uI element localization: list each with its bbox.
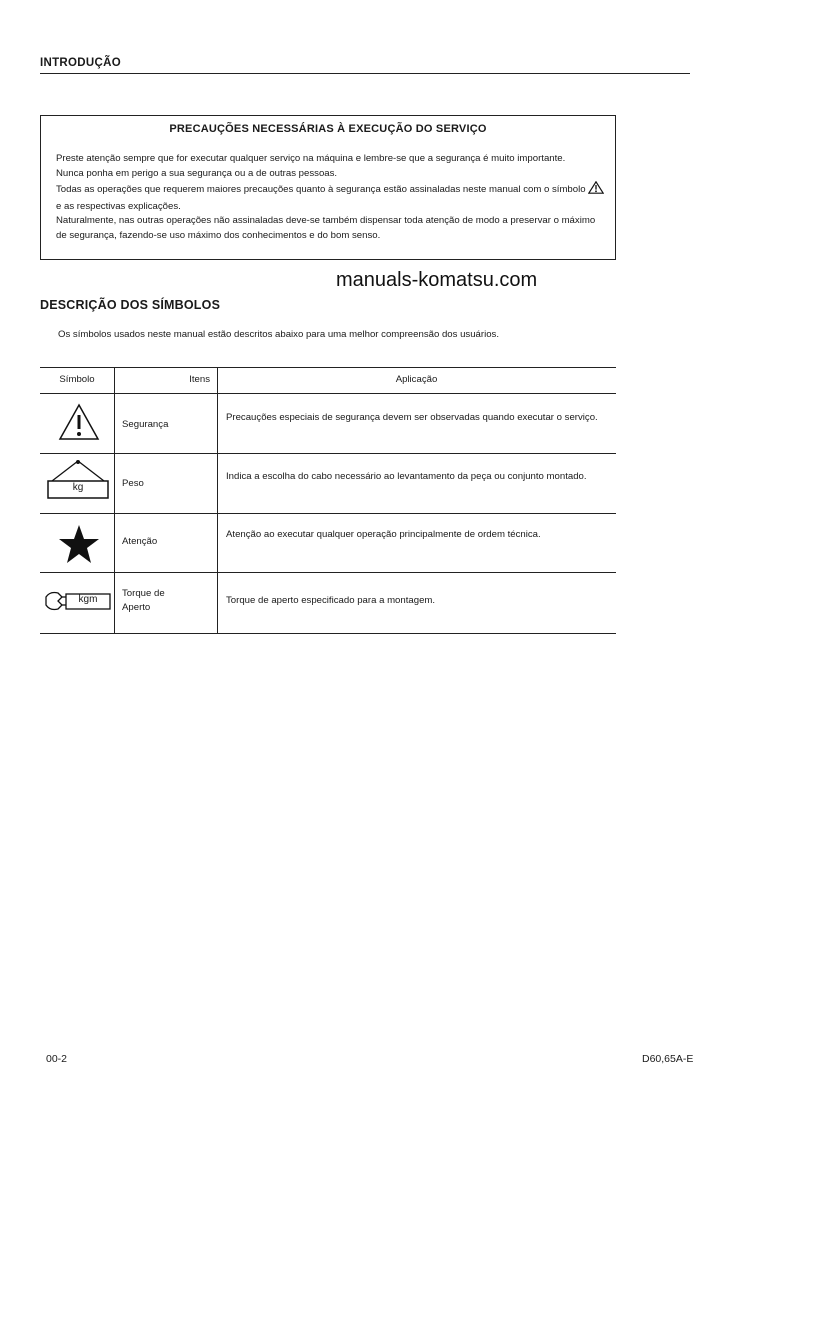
header-rule (40, 73, 690, 74)
warning-box-right-border (615, 115, 616, 260)
symbols-intro: Os símbolos usados neste manual estão descritos abaixo para uma melhor compreensão dos usuários. (58, 329, 500, 340)
table-row-application: Precauções especiais de segurança devem ser observadas quando executar o serviço. (226, 412, 598, 423)
section-header: INTRODUÇÃO (40, 57, 121, 69)
warning-paragraph-4: Naturalmente, nas outras operações não assinaladas deve-se também dispensar toda atenção de modo a preservar o máximo de segurança, fazendo-se uso máximo dos conhecimentos e do bom senso. (56, 215, 596, 241)
table-row-item: Atenção (122, 536, 158, 547)
table-row-application: Torque de aperto especificado para a montagem. (226, 595, 436, 606)
table-header-rule (40, 393, 616, 394)
warning-paragraph-1: Preste atenção sempre que for executar qualquer serviço na máquina e lembre-se que a segurança é muito importante. (56, 153, 566, 164)
row-divider-2 (40, 513, 616, 514)
table-row-item: Segurança (122, 419, 169, 430)
warning-paragraph-3a: Todas as operações que requerem maiores precauções quanto à segurança estão assinaladas neste manual com o símbolo (56, 184, 586, 196)
warning-box-top-border (40, 115, 616, 116)
weight-kg-icon (46, 459, 110, 501)
column-header-symbol: Símbolo (59, 374, 95, 385)
model-code: D60,65A-E (642, 1053, 694, 1065)
wrench-kgm-label: kgm (78, 594, 98, 605)
column-divider-symbol (114, 367, 115, 633)
row-divider-1 (40, 453, 616, 454)
table-row-item: Torque de Aperto (122, 588, 165, 613)
page-number: 00-2 (46, 1053, 68, 1065)
column-header-application: Aplicação (395, 374, 438, 385)
warning-box-left-border (40, 115, 41, 260)
warning-box-bottom-border (40, 259, 616, 260)
star-icon (58, 523, 100, 565)
table-bottom-rule (40, 633, 616, 634)
table-top-rule (40, 367, 616, 368)
warning-triangle-icon (58, 403, 100, 441)
warning-paragraph-3b: e as respectivas explicações. (56, 200, 181, 212)
table-row-application: Indica a escolha do cabo necessário ao levantamento da peça ou conjunto montado. (226, 471, 587, 482)
symbols-section-title: DESCRIÇÃO DOS SÍMBOLOS (40, 298, 221, 312)
warning-body (56, 152, 606, 244)
watermark-text: manuals-komatsu.com (336, 269, 538, 291)
warning-paragraph-2: Nunca ponha em perigo a sua segurança ou a de outras pessoas. (56, 167, 338, 179)
inline-warning-triangle-icon (588, 181, 604, 200)
weight-kg-label: kg (72, 482, 84, 493)
warning-title: PRECAUÇÕES NECESSÁRIAS À EXECUÇÃO DO SERVIÇO (169, 123, 487, 135)
table-row-application: Atenção ao executar qualquer operação principalmente de ordem técnica. (226, 529, 541, 540)
column-divider-items (217, 367, 218, 633)
table-row-item: Peso (122, 478, 144, 489)
column-header-items: Itens (189, 374, 210, 385)
row-divider-3 (40, 572, 616, 573)
warning-paragraph-3 (56, 181, 606, 214)
